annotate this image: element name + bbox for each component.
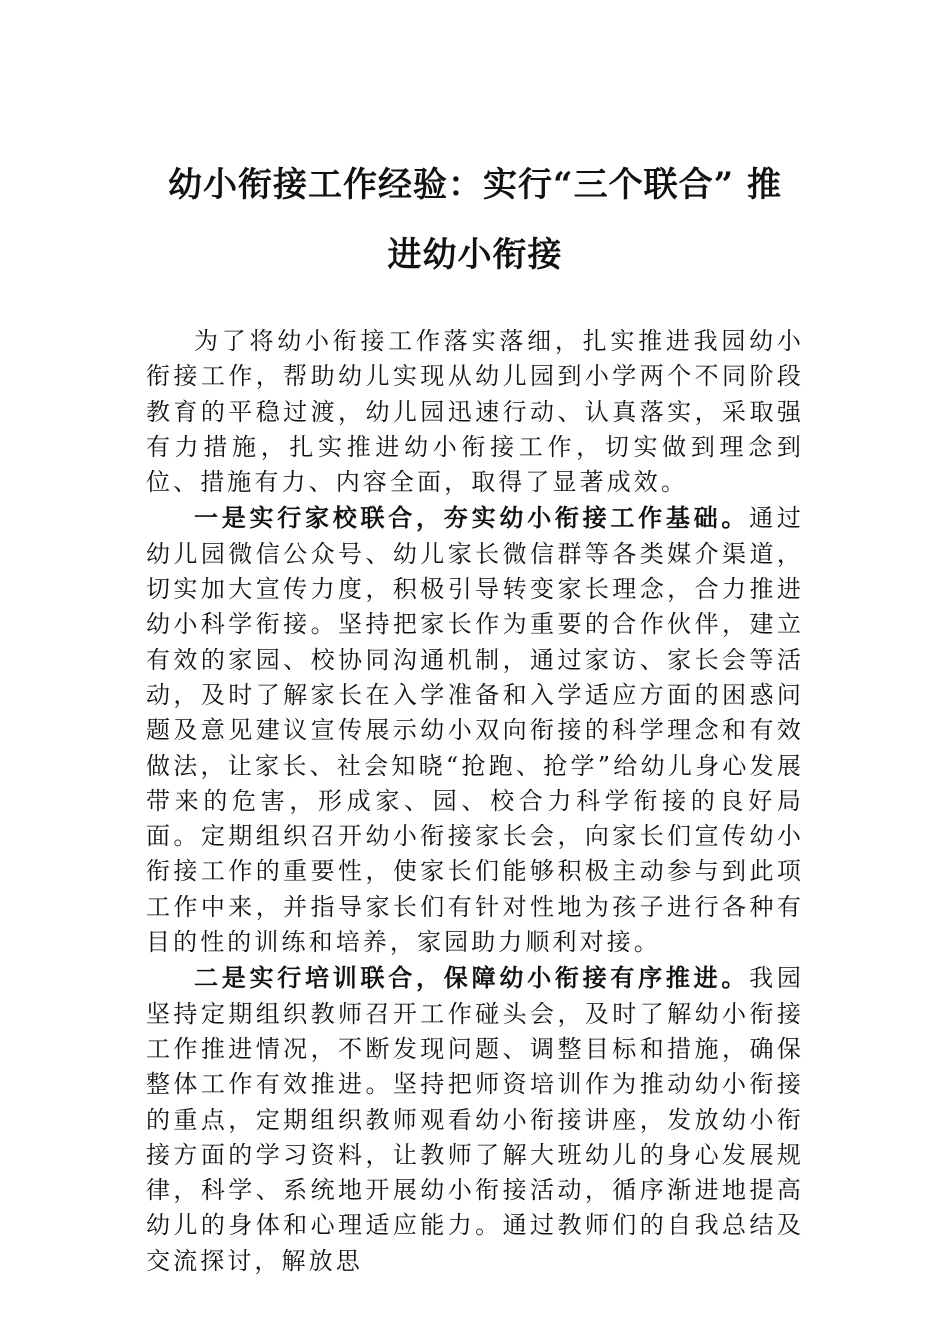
paragraph-lead: 一是实行家校联合，夯实幼小衔接工作基础。 [194, 503, 750, 533]
document-title [140, 150, 810, 290]
paragraph-intro [146, 324, 804, 500]
document-body [146, 324, 804, 1279]
paragraph-text: 为了将幼小衔接工作落实落细，扎实推进我园幼小衔接工作，帮助幼儿实现从幼儿园到小学两个不同阶段教育的平稳过渡，幼儿园迅速行动、认真落实，采取强有力措施，扎实推进幼小衔接工作，切实做到理念到位、措施有力、内容全面，取得了显著成效。 [146, 327, 804, 497]
title-line-2: 进幼小衔接 [387, 235, 563, 275]
paragraph-text: 通过幼儿园微信公众号、幼儿家长微信群等各类媒介渠道，切实加大宣传力度，积极引导转变家长理念，合力推进幼小科学衔接。坚持把家长作为重要的合作伙伴，建立有效的家园、校协同沟通机制，通过家访、家长会等活动，及时了解家长在入学准备和入学适应方面的困惑问题及意见建议宣传展示幼小双向衔接的科学理念和有效做法，让家长、社会知晓“抢跑、抢学”给幼儿身心发展带来的危害，形成家、园、校合力科学衔接的良好局面。定期组织召开幼小衔接家长会，向家长们宣传幼小衔接工作的重要性，使家长们能够积极主动参与到此项工作中来，并指导家长们有针对性地为孩子进行各种有目的性的训练和培养，家园助力顺利对接。 [146, 504, 804, 957]
paragraph-home-school [146, 500, 804, 960]
title-line-1: 幼小衔接工作经验：实行“三个联合” 推 [168, 165, 782, 205]
paragraph-lead: 二是实行培训联合，保障幼小衔接有序推进。 [194, 963, 750, 993]
paragraph-training [146, 960, 804, 1279]
paragraph-text: 我园坚持定期组织教师召开工作碰头会，及时了解幼小衔接工作推进情况，不断发现问题、调整目标和措施，确保整体工作有效推进。坚持把师资培训作为推动幼小衔接的重点，定期组织教师观看幼小衔接讲座，发放幼小衔接方面的学习资料，让教师了解大班幼儿的身心发展规律，科学、系统地开展幼小衔接活动，循序渐进地提高幼儿的身体和心理适应能力。通过教师们的自我总结及交流探讨，解放思 [146, 964, 804, 1275]
